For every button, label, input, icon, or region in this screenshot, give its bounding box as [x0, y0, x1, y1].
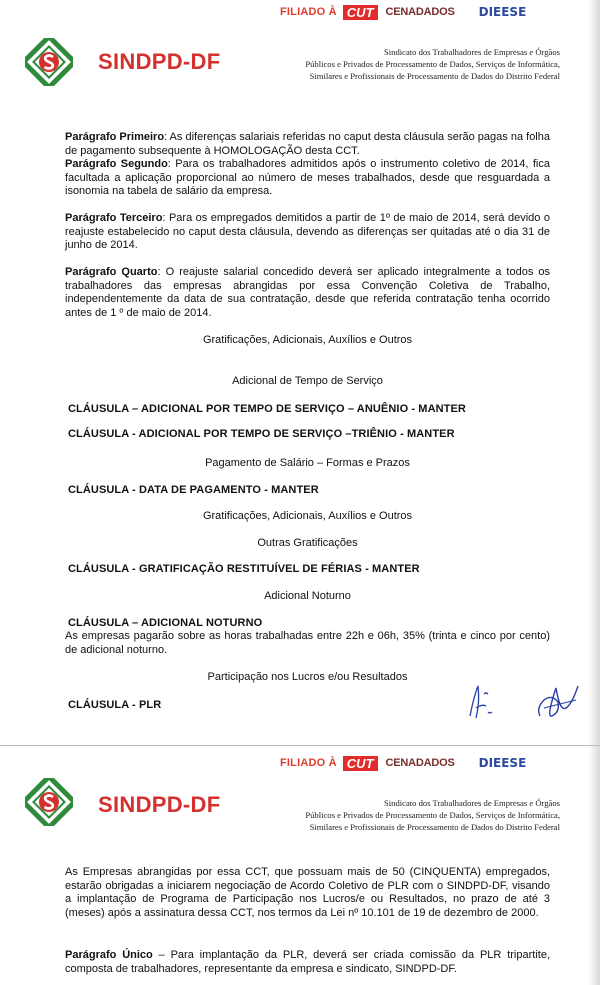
paragraph-unico: Parágrafo Único – Para implantação da PLR, deverá ser criada comissão da PLR tripartite, composta de trabalhadores, representante da empresa e sindicato, SINDPD-DF. — [65, 949, 551, 975]
cenadados-logo: CENADADOS — [385, 6, 455, 18]
plr-paragraph: As Empresas abrangidas por essa CCT, que possuam mais de 50 (CINQUENTA) empregados, estarão obrigadas a iniciarem negociação de Acordo Coletivo de PLR com o SINDPD-DF, visando a implantação de Programa de Participação nos Lucros/e ou Resultados, no prazo de até 3 (meses) após a assinatura dessa CCT, nos termos da Lei nº 10.101 de 19 de dezembro de 2000. — [65, 866, 550, 919]
affiliation-label: FILIADO À — [280, 757, 337, 769]
document-page-2 — [0, 745, 600, 985]
clause-title: CLÁUSULA - PLR — [68, 699, 162, 711]
org-name: SINDPD-DF — [98, 792, 221, 817]
section-heading: Adicional Noturno — [264, 590, 351, 602]
handwritten-signature — [460, 678, 590, 728]
dieese-logo: DIEESE — [478, 5, 527, 19]
paragraph-terceiro: Parágrafo Terceiro: Para os empregados demitidos a partir de 1º de maio de 2014, será devido o reajuste estabelecido no caput desta cláusula, devendo as diferenças ser quitadas até o dia 31 de junho de 2014. — [65, 212, 550, 251]
clause-title: CLÁUSULA – ADICIONAL POR TEMPO DE SERVIÇO – ANUÊNIO - MANTER — [68, 403, 466, 415]
clause-title: CLÁUSULA - DATA DE PAGAMENTO - MANTER — [68, 484, 319, 496]
paragraph-segundo: Parágrafo Segundo: Para os trabalhadores admitidos após o instrumento coletivo de 2014, fica facultada a aplicação proporcional ao número de meses trabalhados, desde que resguardada a isonomia na tabela de salário da empresa. — [65, 158, 550, 197]
paragraph-quarto: Parágrafo Quarto: O reajuste salarial concedido deverá ser aplicado integralmente a todos os trabalhadores das empresas abrangidas por essa Convenção Coletiva de Trabalho, independentemente da data de sua contratação, desde que referida contratação tenha ocorrido antes de 1 º de maio de 2014. — [65, 266, 551, 319]
cut-logo: CUT — [343, 5, 378, 20]
cut-logo: CUT — [343, 756, 378, 771]
org-description: Sindicato dos Trabalhadores de Empresas e Órgãos Públicos e Privados de Processamento de Dados, Serviços de Informática, Similares e Profissionais de Processamento de Dados do Distrito Federal — [305, 47, 560, 81]
section-heading: Participação nos Lucros e/ou Resultados — [207, 671, 408, 683]
cenadados-logo: CENADADOS — [385, 757, 455, 769]
section-heading: Outras Gratificações — [257, 537, 358, 549]
affiliation-bar — [280, 754, 526, 772]
paragraph-primeiro: Parágrafo Primeiro: As diferenças salariais referidas no caput desta cláusula serão pagas na folha de pagamento subsequente à HOMOLOGAÇÃO desta CCT. — [65, 131, 550, 157]
affiliation-label: FILIADO À — [280, 6, 337, 18]
affiliation-bar — [280, 3, 526, 21]
section-heading: Gratificações, Adicionais, Auxílios e Outros — [202, 334, 413, 346]
org-description: Sindicato dos Trabalhadores de Empresas e Órgãos Públicos e Privados de Processamento de Dados, Serviços de Informática, Similares e Profissionais de Processamento de Dados do Distrito Federal — [305, 798, 560, 832]
clause-title: CLÁUSULA - GRATIFICAÇÃO RESTITUÍVEL DE FÉRIAS - MANTER — [68, 563, 420, 575]
sindpd-emblem-icon — [25, 38, 73, 86]
section-heading: Gratificações, Adicionais, Auxílios e Outros — [202, 510, 413, 522]
clause-title: CLÁUSULA - ADICIONAL POR TEMPO DE SERVIÇO –TRIÊNIO - MANTER — [68, 428, 455, 440]
clause-title: CLÁUSULA – ADICIONAL NOTURNO — [68, 617, 263, 629]
section-heading: Pagamento de Salário – Formas e Prazos — [205, 457, 410, 469]
sindpd-emblem-icon — [25, 778, 73, 826]
dieese-logo: DIEESE — [478, 756, 527, 770]
page-edge-shadow — [588, 0, 600, 745]
org-name: SINDPD-DF — [98, 49, 221, 74]
night-shift-text: As empresas pagarão sobre as horas trabalhadas entre 22h e 06h, 35% (trinta e cinco por cento) de adicional noturno. — [65, 630, 550, 656]
section-heading: Adicional de Tempo de Serviço — [232, 375, 383, 387]
page-edge-shadow — [588, 746, 600, 985]
